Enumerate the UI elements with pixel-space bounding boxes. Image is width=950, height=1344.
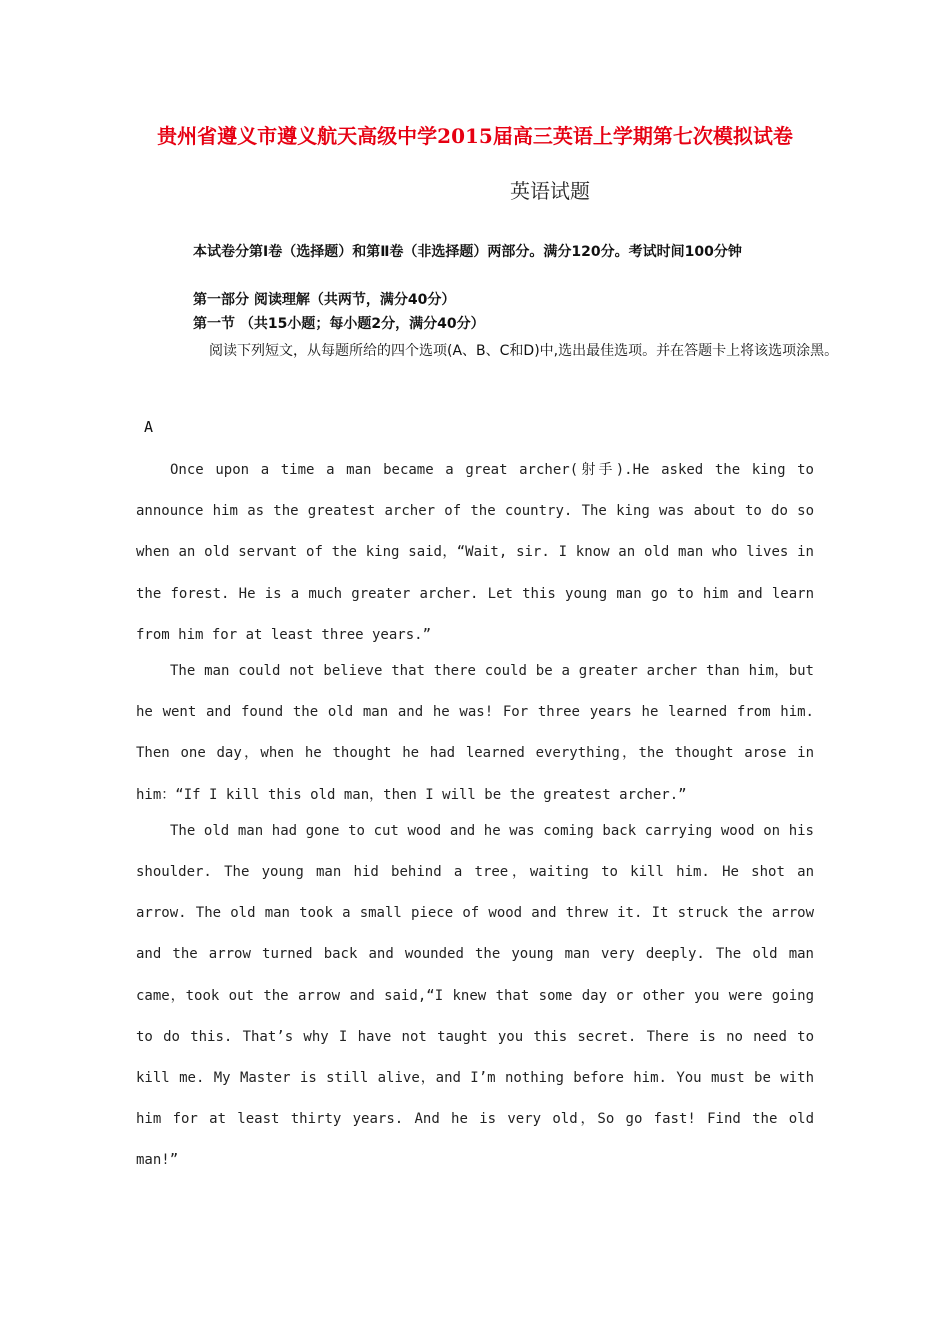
document-title: 贵州省遵义市遵义航天高级中学2015届高三英语上学期第七次模拟试卷: [157, 124, 793, 148]
reading-instructions: 阅读下列短文，从每题所给的四个选项(A、B、C和D)中,选出最佳选项。并在答题卡上将该选项涂黑。: [209, 343, 839, 359]
exam-info: 本试卷分第Ⅰ卷（选择题）和第Ⅱ卷（非选择题）两部分。满分120分。考试时间100分钟: [193, 244, 742, 260]
part-one-heading: 第一部分 阅读理解（共两节，满分40分）: [193, 292, 456, 308]
passage-paragraph-2: The man could not believe that there could be a greater archer than him，but he went and found the old man and he was! For three years he learned from him. Then one day，when he thought he had learned everything，the thought arose in him：“If I kill this old man，then I will be the greatest archer.”: [136, 663, 814, 803]
passage-body: [136, 450, 814, 1177]
document-subtitle: 英语试题: [510, 179, 590, 203]
section-one-heading: 第一节 （共15小题；每小题2分，满分40分）: [193, 316, 485, 332]
passage-paragraph-3: The old man had gone to cut wood and he was coming back carrying wood on his shoulder. The young man hid behind a tree，waiting to kill him. He shot an arrow. The old man took a small piece of wood and threw it. It struck the arrow and the arrow turned back and wounded the young man very deeply. The old man came，took out the arrow and said,“I knew that some day or other you were going to do this. That’s why I have not taught you this secret. There is no need to kill me. My Master is still alive，and I’m nothing before him. You must be with him for at least thirty years. And he is very old，So go fast! Find the old man!”: [136, 822, 814, 1169]
passage-paragraph-1: Once upon a time a man became a great archer(射手).He asked the king to announce him as the greatest archer of the country. The king was about to do so when an old servant of the king said，“Wait, sir. I know an old man who lives in the forest. He is a much greater archer. Let this young man go to him and learn from him for at least three years.”: [136, 462, 814, 643]
passage-label: A: [144, 418, 154, 436]
